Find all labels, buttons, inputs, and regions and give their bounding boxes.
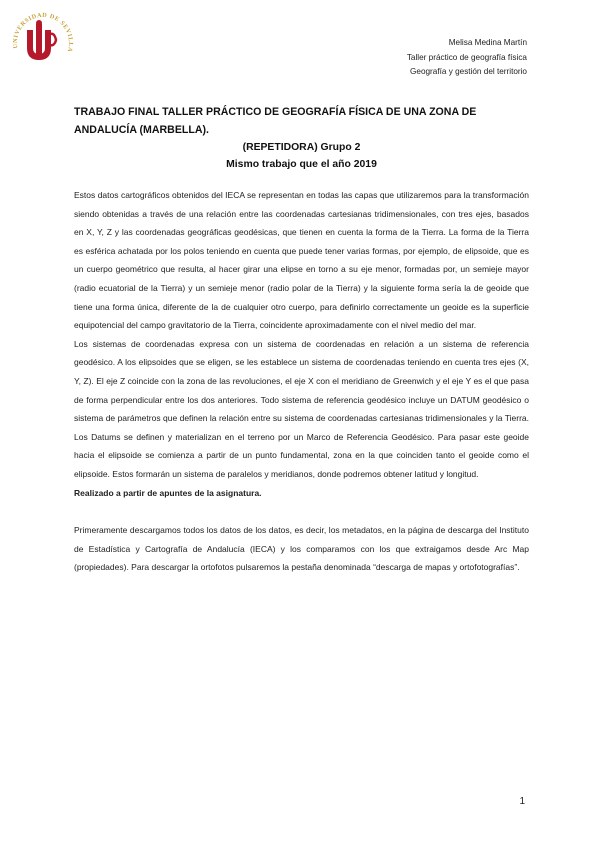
paragraph-source-note: Realizado a partir de apuntes de la asignatura.	[74, 487, 262, 498]
subtitle-note: Mismo trabajo que el año 2019	[226, 158, 377, 170]
paragraph-download: Primeramente descargamos todos los datos de los datos, es decir, los metadatos, en la página de descarga del Instituto de Estadística y Cartografía de Andalucía (IECA) y los comparamos con los que extraigamos desde Arc Map (propiedades). Para descargar la ortofotos pulsaremos la pestaña denominada “descarga de mapas y ortofotografías”.	[74, 525, 529, 573]
document-body	[74, 186, 529, 577]
paragraph-coordinate-systems: Los sistemas de coordenadas expresa con un sistema de coordenadas en relación a un sistema de referencia geodésico. A los elipsoides que se eligen, se les establece un sistema de coordenadas teniendo en cuenta tres ejes (X, Y, Z). El eje Z coincide con la zona de las revoluciones, el eje X con el meridiano de Greenwich y el eje Y es el que pasa de forma perpendicular entre los dos anteriores. Todo sistema de referencia geodésico incluye un DATUM geodésico o sistema de parámetros que definen la relación entre su sistema de coordenadas cartesianas tridimensionales y la Tierra. Los Datums se definen y materializan en el terreno por un Marco de Referencia Geodésico. Para pasar este geoide hacia el elipsoide se comienza a partir de un punto fundamental, zona en la que coinciden tanto el geoide como el elipsoide. Estos formarán un sistema de paralelos y meridianos, donde podremos obtener latitud y longitud.	[74, 338, 529, 479]
page-number: 1	[519, 796, 525, 807]
author-block	[407, 36, 527, 80]
university-seal-icon	[10, 10, 76, 68]
author-name: Melisa Medina Martín	[448, 38, 527, 47]
university-logo	[10, 10, 76, 68]
course-name: Taller práctico de geografía física	[406, 52, 527, 62]
subtitle-group: (REPETIDORA) Grupo 2	[242, 142, 361, 153]
document-title: TRABAJO FINAL TALLER PRÁCTICO DE GEOGRAFÍA FÍSICA DE UNA ZONA DE ANDALUCÍA (MARBELLA).	[74, 106, 477, 136]
paragraph-geodesy: Estos datos cartográficos obtenidos del IECA se representan en todas las capas que utilizaremos para la transformación siendo obtenidas a través de una relación entre las coordenadas cartesianas tridimensionales, con tres ejes, basados en X, Y, Z y las coordenadas geográficas geodésicas, que tienen en cuenta la forma de la Tierra. La forma de la Tierra es esférica achatada por los polos teniendo en cuenta que puede tener varias formas, por ejemplo, de elipsoide, que es un cuerpo geométrico que resulta, al hacer girar una elipse en torno a su eje menor, formadas por, un semieje mayor (radio ecuatorial de la Tierra) y un semieje menor (radio polar de la Tierra) y la siguiente forma sería la de geoide que tiene una forma única, diferente de la de cualquier otro cuerpo, para definirlo correctamente un geoide es la superficie equipotencial del campo gravitatorio de la Tierra, coincidente aproximadamente con el nivel medio del mar.	[74, 190, 529, 331]
document-subtitle	[74, 140, 529, 173]
degree-name: Geografía y gestión del territorio	[410, 67, 527, 76]
svg-text:UNIVERSIDAD DE SEVILLA: UNIVERSIDAD DE SEVILLA	[11, 11, 75, 54]
paragraph-spacer	[74, 502, 529, 521]
